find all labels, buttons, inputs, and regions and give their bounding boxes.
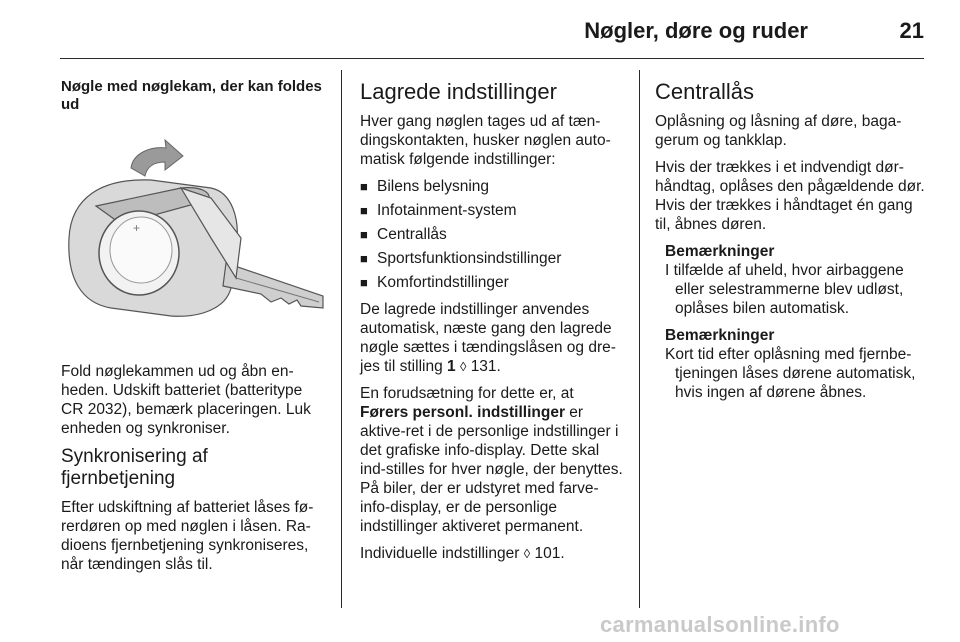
column-2 [360, 80, 625, 571]
watermark: carmanualsonline.info [600, 612, 840, 637]
column-divider-1 [341, 70, 342, 608]
bullet-icon: ■ [360, 203, 368, 218]
list-item: ■ Infotainment-system [360, 202, 517, 219]
page-number: 21 [899, 18, 924, 43]
bullet-icon: ■ [360, 251, 368, 266]
stored-settings-heading: Lagrede indstillinger [360, 79, 557, 104]
note-box [665, 326, 925, 402]
central-locking-intro: Oplåsning og låsning af døre, baga-gerum og tankklap. [655, 113, 902, 149]
stored-settings-usage: De lagrede indstillinger anvendes automatisk, næste gang den lagrede nøgle sættes i tændingslåsen og dre-jes til stilling 1 ◊ 131. [360, 301, 616, 375]
list-item: ■ Sportsfunktionsindstillinger [360, 250, 562, 267]
individual-settings-reference: Individuelle indstillinger ◊ 101. [360, 545, 565, 562]
list-item: ■ Komfortindstillinger [360, 274, 509, 291]
list-item: ■ Centrallås [360, 226, 447, 243]
note-text: I tilfælde af uheld, hvor airbaggene eller selestrammerne blev udløst, oplåses bilen automatisk. [665, 262, 904, 317]
folding-key-battery-illustration [61, 128, 326, 350]
column-3 [655, 80, 925, 410]
key-subheading: Nøgle med nøglekam, der kan foldes ud [61, 78, 322, 113]
note-box [665, 242, 925, 318]
sync-instructions: Efter udskiftning af batteriet låses fø-rerdøren op med nøglen i låsen. Ra-dioens fjernbetjening synkroniseres, når tændingen slås til. [61, 499, 314, 573]
page-reference-link[interactable]: 101. [534, 545, 565, 562]
stored-settings-prerequisite: En forudsætning for dette er, at Førers personl. indstillinger er aktive-ret i de personlige indstillinger i det grafiske info-display. Dette skal ind-stilles for hver nøgle, der benyttes. På biler, der er udstyret med farve-info-display, er de personlige indstillinger aktiveret permanent. [360, 385, 623, 535]
stored-settings-list [360, 177, 625, 292]
column-divider-2 [639, 70, 640, 608]
column-1 [61, 78, 326, 582]
header-rule [60, 58, 924, 59]
note-title: Bemærkninger [665, 243, 775, 260]
bullet-icon: ■ [360, 227, 368, 242]
page-reference-icon: ◊ [459, 359, 467, 374]
page-reference-link[interactable]: 131. [470, 358, 501, 375]
sync-heading: Synkronisering af fjernbetjening [61, 446, 208, 489]
page-reference-icon: ◊ [523, 546, 531, 561]
svg-text:+: + [133, 221, 141, 235]
list-item: ■ Bilens belysning [360, 178, 490, 195]
page-header-title: Nøgler, døre og ruder [584, 18, 808, 43]
central-locking-heading: Centrallås [655, 79, 755, 104]
key-illustration-svg [61, 128, 326, 350]
note-text: Kort tid efter oplåsning med fjernbe- tjeningen låses dørene automatisk, hvis ingen af dørene åbnes. [665, 346, 916, 401]
battery-instructions: Fold nøglekammen ud og åbn en-heden. Udskift batteriet (batteritype CR 2032), bemærk placeringen. Luk enheden og synkroniser. [61, 363, 311, 437]
bullet-icon: ■ [360, 275, 368, 290]
bullet-icon: ■ [360, 179, 368, 194]
central-locking-handle: Hvis der trækkes i et indvendigt dør-håndtag, oplåses den pågældende dør. Hvis der trækkes i håndtaget én gang til, åbnes døren. [655, 159, 925, 233]
note-title: Bemærkninger [665, 327, 775, 344]
stored-settings-intro: Hver gang nøglen tages ud af tæn-dingskontakten, husker nøglen auto-matisk følgende indstillinger: [360, 113, 611, 168]
